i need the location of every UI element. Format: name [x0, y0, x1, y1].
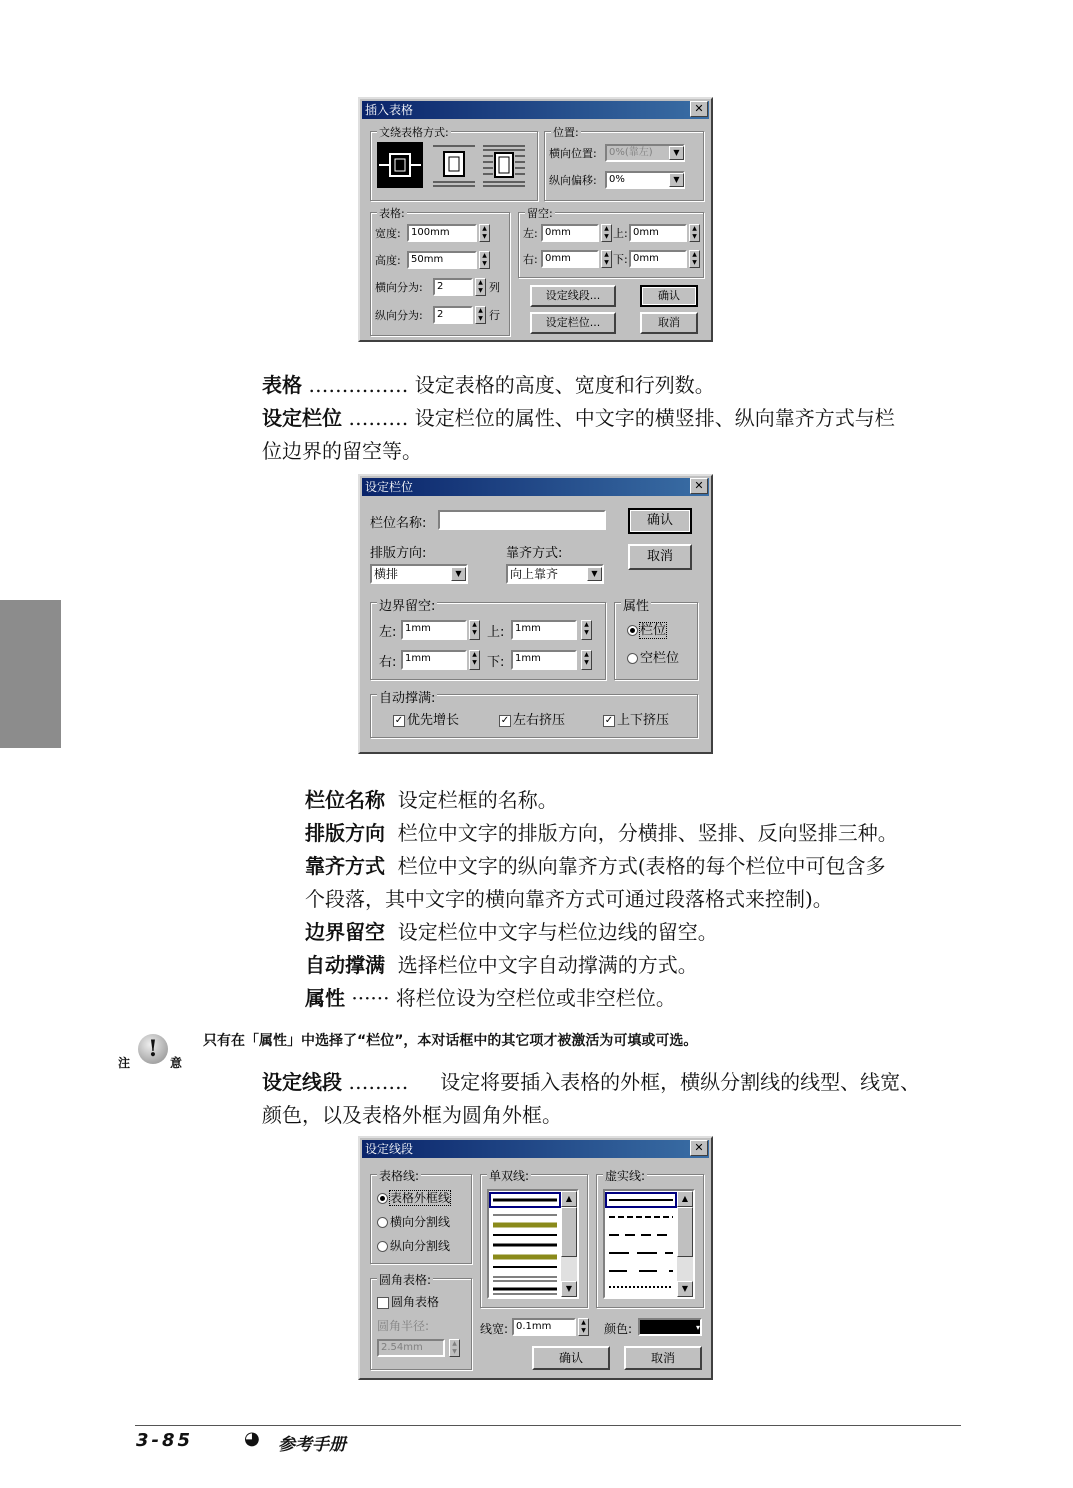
- height-stepper[interactable]: ▲ ▼: [479, 251, 490, 269]
- footer-title: 参考手册: [278, 1435, 346, 1455]
- direction-select[interactable]: 横排: [370, 564, 468, 584]
- radio-h-divider[interactable]: 横向分割线: [377, 1213, 450, 1230]
- round-table-checkbox[interactable]: 圆角表格: [377, 1293, 439, 1310]
- border-left-input[interactable]: 1mm: [401, 620, 467, 640]
- checkbox-icon: ✓: [394, 714, 404, 726]
- border-margin-group: 边界留空: 左: 1mm ▲ ▼ 上: 1mm ▲ ▼ 右: 1mm ▲ ▼ 下: 1mm ▲ ▼: [370, 602, 606, 680]
- chk-lr-squeeze[interactable]: ✓ 左右挤压: [500, 713, 566, 728]
- margin-bottom-input[interactable]: 0mm: [629, 250, 687, 268]
- width-input[interactable]: 100mm: [407, 224, 477, 242]
- checkbox-icon: [377, 1297, 389, 1309]
- border-left-stepper[interactable]: ▲ ▼: [469, 620, 480, 640]
- margin-bottom-stepper[interactable]: ▲ ▼: [689, 250, 700, 268]
- table-group: 表格: 宽度: 100mm ▲ ▼ 高度: 50mm ▲ ▼ 横向分为: 2 ▲ ▼ 列 纵向分为: 2 ▲ ▼ 行: [370, 212, 510, 336]
- desc-table-line: 表格 …………… 设定表格的高度、宽度和行列数。: [262, 373, 715, 397]
- desc2-row: 自动撑满 选择栏位中文字自动撑满的方式。: [305, 953, 698, 977]
- radio-icon: [377, 1241, 388, 1252]
- width-stepper[interactable]: ▲ ▼: [479, 224, 490, 242]
- dash-group: 虚实线: ▲ ▼: [596, 1174, 704, 1308]
- radius-input[interactable]: 2.54mm: [377, 1339, 445, 1357]
- rows-stepper[interactable]: ▲ ▼: [475, 306, 486, 324]
- dialog-title: 设定栏位: [362, 478, 709, 496]
- round-table-group: 圆角表格: 圆角表格 圆角半径: 2.54mm ▲ ▼: [370, 1278, 472, 1370]
- margin-left-stepper[interactable]: ▲ ▼: [601, 224, 612, 242]
- margin-left-input[interactable]: 0mm: [541, 224, 599, 242]
- radio-icon: [377, 1217, 388, 1228]
- radius-stepper[interactable]: ▲ ▼: [449, 1339, 460, 1357]
- close-icon[interactable]: ✕: [690, 1140, 708, 1156]
- insert-table-dialog: [358, 97, 713, 342]
- ok-button[interactable]: 确认: [628, 508, 692, 534]
- note-text: 只有在「属性」中选择了“栏位”，本对话框中的其它项才被激活为可填或可选。: [203, 1033, 698, 1049]
- footer-rule: [135, 1425, 961, 1426]
- line-style-list: [489, 1191, 561, 1297]
- radio-selected-icon: [627, 625, 638, 636]
- desc-setlines-line: 设定线段 ……… 设定将要插入表格的外框，横纵分割线的线型、线宽、: [262, 1070, 921, 1094]
- desc2-row: 属性 ······ 将栏位设为空栏位或非空栏位。: [305, 986, 676, 1010]
- chk-tb-squeeze[interactable]: ✓ 上下挤压: [604, 713, 670, 728]
- wrap-none-icon[interactable]: [377, 142, 423, 188]
- chk-priority-grow[interactable]: ✓ 优先增长: [394, 713, 460, 728]
- side-tab: [0, 600, 61, 748]
- align-select[interactable]: 向上靠齐: [506, 564, 604, 584]
- cols-input[interactable]: 2: [433, 278, 473, 296]
- chevron-down-icon[interactable]: ▼: [669, 146, 684, 160]
- footer-icon: ◕: [244, 1428, 260, 1449]
- cancel-button[interactable]: 取消: [628, 544, 692, 570]
- margin-right-stepper[interactable]: ▲ ▼: [601, 250, 612, 268]
- margin-group: 留空: 左: 0mm ▲ ▼ 上: 0mm ▲ ▼ 右: 0mm ▲ ▼ 下: 0mm ▲ ▼: [518, 212, 704, 278]
- chevron-down-icon[interactable]: ▼: [587, 567, 602, 581]
- height-input[interactable]: 50mm: [407, 251, 477, 269]
- cols-stepper[interactable]: ▲ ▼: [475, 278, 486, 296]
- wrap-tight-icon[interactable]: [481, 142, 527, 188]
- checkbox-icon: ✓: [500, 714, 510, 726]
- ok-button[interactable]: 确认: [640, 285, 698, 307]
- dialog-title: 插入表格: [362, 101, 709, 119]
- set-lines-button[interactable]: 设定线段...: [530, 285, 616, 307]
- single-double-group: 单双线: ▲ ▼: [480, 1174, 588, 1308]
- scroll-up-icon[interactable]: ▲: [561, 1191, 577, 1207]
- cancel-button[interactable]: 取消: [624, 1346, 702, 1370]
- desc2-row: 栏位名称 设定栏框的名称。: [305, 788, 558, 812]
- dash-list[interactable]: [603, 1189, 695, 1299]
- desc-setcell-line-cont: 位边界的留空等。: [262, 439, 422, 463]
- v-offset-select[interactable]: 0%: [605, 171, 685, 189]
- cancel-button[interactable]: 取消: [640, 312, 698, 334]
- border-bottom-stepper[interactable]: ▲ ▼: [581, 650, 592, 670]
- scroll-up-icon[interactable]: ▲: [677, 1191, 693, 1207]
- border-right-stepper[interactable]: ▲ ▼: [469, 650, 480, 670]
- set-lines-dialog: 设定线段 ✕ 表格线: 表格外框线 横向分割线 纵向分割线 圆角表格: 圆角表格 圆角半径: 2.54mm ▲ ▼ 单双线: ▲ ▼ 虚实线: ▲ ▼ 线宽: 0.1mm ▲ ▼ 颜色: ▾ 确认 取消: [358, 1136, 713, 1380]
- close-icon[interactable]: ✕: [690, 478, 708, 494]
- line-width-stepper[interactable]: ▲ ▼: [578, 1318, 589, 1336]
- radio-selected-icon: [377, 1193, 388, 1204]
- scrollbar[interactable]: [561, 1191, 577, 1297]
- auto-fill-group: 自动撑满: ✓ 优先增长 ✓ 左右挤压 ✓ 上下挤压: [370, 694, 698, 738]
- border-top-stepper[interactable]: ▲ ▼: [581, 620, 592, 640]
- border-top-input[interactable]: 1mm: [511, 620, 577, 640]
- set-cell-dialog: 设定栏位 ✕ 栏位名称: 确认 取消 排版方向: 横排 ▼ 靠齐方式: 向上靠齐 ▼ 边界留空: 左: 1mm ▲ ▼ 上: 1mm ▲ ▼ 右: 1mm ▲ ▼ 下: 1mm ▲ ▼ 属性 栏位 空栏位 自动撑满: ✓ 优先增长 ✓ 左右挤压 ✓ 上下挤压: [358, 474, 713, 754]
- margin-top-input[interactable]: 0mm: [629, 224, 687, 242]
- radio-cell[interactable]: 栏位: [627, 619, 666, 638]
- dialog-title: 设定线段: [362, 1140, 709, 1158]
- scroll-down-icon[interactable]: ▼: [561, 1281, 577, 1297]
- radio-v-divider[interactable]: 纵向分割线: [377, 1237, 450, 1254]
- desc2-block: [305, 784, 898, 1015]
- note-icon: ! 注 意: [118, 1036, 183, 1070]
- radio-empty-cell[interactable]: 空栏位: [627, 647, 679, 666]
- scroll-thumb[interactable]: [677, 1207, 693, 1257]
- cell-name-input[interactable]: [438, 510, 606, 530]
- color-picker[interactable]: ▾: [638, 1318, 702, 1336]
- chevron-down-icon[interactable]: ▼: [669, 173, 684, 187]
- scroll-down-icon[interactable]: ▼: [677, 1281, 693, 1297]
- chevron-down-icon[interactable]: ▼: [451, 567, 466, 581]
- close-icon[interactable]: ✕: [690, 101, 708, 117]
- footer-page-number: 3-85: [136, 1430, 194, 1451]
- desc2-row: 边界留空 设定栏位中文字与栏位边线的留空。: [305, 920, 718, 944]
- wrap-group: 文绕表格方式:: [370, 131, 538, 201]
- line-width-input[interactable]: 0.1mm: [512, 1318, 576, 1336]
- desc2-row: 靠齐方式 栏位中文字的纵向靠齐方式(表格的每个栏位中可包含多: [305, 854, 886, 878]
- desc2-row: 排版方向 栏位中文字的排版方向，分横排、竖排、反向竖排三种。: [305, 821, 898, 845]
- border-right-input[interactable]: 1mm: [401, 650, 467, 670]
- ok-button[interactable]: 确认: [532, 1346, 610, 1370]
- scroll-thumb[interactable]: [561, 1207, 577, 1257]
- margin-right-input[interactable]: 0mm: [541, 250, 599, 268]
- attribute-group: 属性 栏位 空栏位: [614, 602, 698, 680]
- wrap-around-icon[interactable]: [431, 142, 477, 188]
- set-cell-button[interactable]: 设定栏位...: [530, 312, 616, 334]
- desc-setcell-line: 设定栏位 ……… 设定栏位的属性、中文字的横竖排、纵向靠齐方式与栏: [262, 406, 895, 430]
- single-double-list[interactable]: [487, 1189, 579, 1299]
- checkbox-icon: ✓: [604, 714, 614, 726]
- scrollbar[interactable]: [677, 1191, 693, 1297]
- radio-outer-frame[interactable]: 表格外框线: [377, 1189, 450, 1206]
- radio-icon: [627, 653, 638, 664]
- h-position-select[interactable]: 0%(靠左): [605, 144, 685, 162]
- margin-top-stepper[interactable]: ▲ ▼: [689, 224, 700, 242]
- desc2-row: 个段落，其中文字的横向靠齐方式可通过段落格式来控制)。: [305, 887, 833, 911]
- position-group: 位置: 横向位置: 0%(靠左) ▼ 纵向偏移: 0% ▼: [544, 131, 704, 201]
- desc-setlines-line-cont: 颜色，以及表格外框为圆角外框。: [262, 1103, 562, 1127]
- rows-input[interactable]: 2: [433, 306, 473, 324]
- dash-style-list: [605, 1191, 677, 1297]
- table-lines-group: 表格线: 表格外框线 横向分割线 纵向分割线: [370, 1174, 472, 1264]
- border-bottom-input[interactable]: 1mm: [511, 650, 577, 670]
